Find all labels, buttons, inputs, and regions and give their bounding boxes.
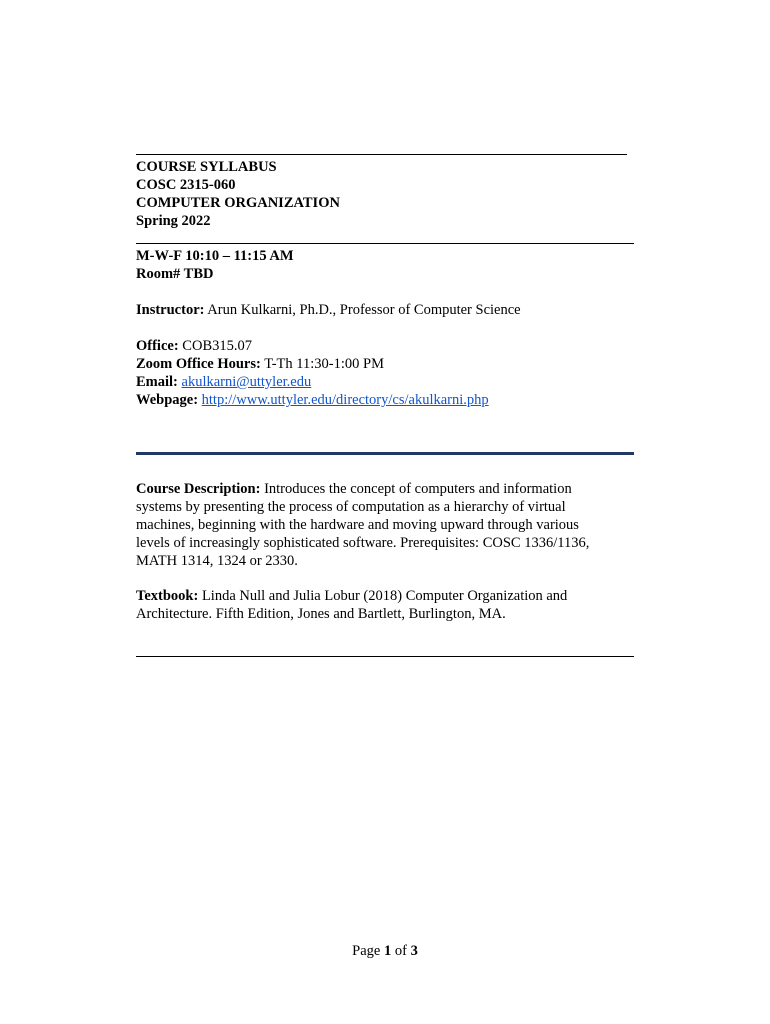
textbook-text-1: Linda Null and Julia Lobur (2018) Computer Organization and [198, 588, 568, 604]
course-name: COMPUTER ORGANIZATION [136, 195, 340, 211]
description-label: Course Description: [136, 481, 261, 497]
course-description-block [136, 480, 634, 570]
textbook-line-1 [136, 587, 634, 605]
schedule-divider [136, 243, 634, 244]
description-line-4: levels of increasingly sophisticated software. Prerequisites: COSC 1336/1136, [136, 535, 590, 551]
term: Spring 2022 [136, 213, 211, 229]
zoom-hours-value: T-Th 11:30-1:00 PM [260, 356, 384, 372]
top-divider [136, 154, 627, 155]
contact-block [136, 337, 634, 409]
textbook-label: Textbook: [136, 588, 199, 604]
email-line [136, 373, 634, 391]
office-label: Office: [136, 338, 179, 354]
office-line [136, 337, 634, 355]
description-text-1: Introduces the concept of computers and information [260, 481, 572, 497]
email-label: Email: [136, 374, 178, 390]
page-middle: of [391, 943, 411, 959]
schedule-block [136, 247, 634, 283]
description-line-1 [136, 480, 634, 498]
zoom-hours-line [136, 355, 634, 373]
textbook-block [136, 587, 634, 623]
webpage-line [136, 391, 634, 409]
instructor-block [136, 301, 634, 319]
office-value: COB315.07 [178, 338, 252, 354]
page-total: 3 [410, 943, 418, 959]
email-link[interactable]: akulkarni@uttyler.edu [181, 374, 312, 390]
instructor-value: Arun Kulkarni, Ph.D., Professor of Computer Science [204, 302, 521, 318]
meeting-time: M-W-F 10:10 – 11:15 AM [136, 248, 294, 264]
zoom-hours-label: Zoom Office Hours: [136, 356, 261, 372]
page-current: 1 [383, 943, 392, 959]
syllabus-heading: COURSE SYLLABUS [136, 159, 277, 175]
webpage-link[interactable]: http://www.uttyler.edu/directory/cs/akulkarni.php [201, 392, 489, 408]
description-line-5: MATH 1314, 1324 or 2330. [136, 553, 298, 569]
page-prefix: Page [352, 943, 384, 959]
page-footer [0, 942, 770, 960]
description-line-3: machines, beginning with the hardware and moving upward through various [136, 517, 579, 533]
room: Room# TBD [136, 266, 214, 282]
description-line-2: systems by presenting the process of computation as a hierarchy of virtual [136, 499, 566, 515]
instructor-label: Instructor: [136, 302, 205, 318]
textbook-line-2: Architecture. Fifth Edition, Jones and Bartlett, Burlington, MA. [136, 606, 506, 622]
course-title-block [136, 158, 634, 230]
course-code: COSC 2315-060 [136, 177, 236, 193]
blue-divider [136, 452, 634, 455]
webpage-label: Webpage: [136, 392, 199, 408]
instructor-line [136, 301, 634, 319]
bottom-divider [136, 656, 634, 657]
